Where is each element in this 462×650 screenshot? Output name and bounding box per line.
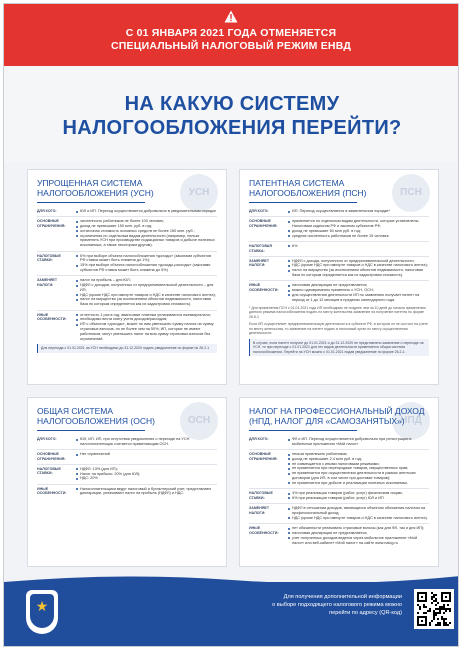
row-separator — [249, 523, 429, 524]
row-text: 6% — [287, 244, 429, 249]
usn-title-1: УПРОЩЕННАЯ СИСТЕМА — [37, 178, 143, 188]
psn-note-1: * Для применения ПСН с 01.01.2021 года ИП необходимо не позднее чем за 10 дней до начала применения данного режима налогообложения подать по месту жительства заявление на получение патента по форме 26.5-1 — [249, 305, 426, 319]
psn-note-2: Если ИП осуществляет предпринимательскую деятельность в субъекте РФ, в котором он не состоит на учете по месту жительства, то заявление на патент подать в налоговый орган по месту осуществления деятельности. — [249, 322, 428, 336]
row-label: ИНЫЕ ОСОБЕННОСТИ: — [249, 526, 279, 535]
info-row — [249, 209, 429, 214]
row-separator — [249, 280, 429, 281]
row-text: остаточная стоимость основных средств не более 150 млн. руб.; — [75, 229, 217, 234]
psn-card — [239, 169, 439, 385]
row-text: НДС (кроме НДС при импорте товаров и НДС в качестве налогового агента); — [287, 263, 429, 268]
info-row — [37, 254, 217, 273]
info-row — [37, 487, 217, 497]
row-text: ИП. Переход осуществляется в заявительном порядке* — [287, 209, 429, 214]
npd-title-1: НАЛОГ НА ПРОФЕССИОНАЛЬНЫЙ ДОХОД — [249, 406, 425, 416]
row-separator — [37, 464, 217, 465]
row-separator — [249, 488, 429, 489]
row-separator — [37, 449, 217, 450]
info-row — [37, 467, 217, 481]
row-label: ЗАМЕНЯЕТ НАЛОГИ: — [249, 258, 270, 268]
row-separator — [37, 251, 217, 252]
row-text: 15% при выборе объекта налогообложения «доходы-расходы» (законами субъектов РФ ставка может быть снижена до 5%) — [75, 263, 217, 273]
row-text: НДФЛ с дохода, полученного от предпринимательской деятельности; — [287, 259, 429, 264]
row-separator — [37, 275, 217, 276]
row-text: можно одновременно применять с УСН, ОСН; — [287, 288, 429, 293]
row-separator — [249, 216, 429, 217]
row-text: ФЛ и ИП. Переход осуществляется добровольно при регистрации в мобильном приложении «Мой налог» — [287, 437, 429, 447]
npd-title-underline — [249, 430, 357, 431]
row-separator — [249, 241, 429, 242]
warning-icon — [224, 10, 238, 23]
row-text: численность работников не более 100 человек; — [75, 219, 217, 224]
usn-title-underline — [37, 202, 145, 203]
info-row — [249, 437, 429, 447]
banner-line-2: СПЕЦИАЛЬНЫЙ НАЛОГОВЫЙ РЕЖИМ ЕНВД — [110, 40, 352, 52]
osn-badge: ОСН — [180, 402, 218, 440]
npd-title-2: (НПД, НАЛОГ ДЛЯ «САМОЗАНЯТЫХ») — [249, 416, 405, 426]
row-text: доход не превышает 2,4 млн руб. в год; — [287, 457, 429, 462]
usn-card — [27, 169, 227, 385]
row-separator — [37, 216, 217, 217]
row-text: средняя численность работников не более 15 человек. — [287, 234, 429, 239]
headline-line-1: НА КАКУЮ СИСТЕМУ — [124, 93, 340, 115]
psn-title-2: НАЛОГООБЛОЖЕНИЯ (ПСН) — [249, 188, 367, 198]
row-label: ЗАМЕНЯЕТ НАЛОГИ: — [37, 278, 58, 287]
poster — [3, 3, 459, 647]
info-row — [37, 278, 217, 307]
row-text: 6% при реализации товаров (работ, услуг) ЮЛ и ИП — [287, 496, 429, 501]
npd-badge: НПД — [392, 402, 430, 440]
usn-badge: УСН — [180, 174, 218, 212]
row-text: для осуществления деятельности ИП по заявлению получает патент на период от 1 до 12 месяцев в пределах календарного года. — [287, 293, 429, 303]
row-text: не применяется при добыче и реализации полезных ископаемых. — [287, 481, 429, 486]
psn-title-underline — [249, 202, 357, 203]
row-text: налог на прибыль – для ЮЛ; — [75, 278, 217, 283]
npd-card — [239, 397, 439, 567]
fns-emblem-icon: ★ — [26, 590, 58, 634]
row-text: Налогоплательщики ведут налоговый и бухгалтерский учет, представляют декларации, уплачивают налог на прибыль (НДФЛ) и НДС. — [75, 487, 217, 497]
row-label: ИНЫЕ ОСОБЕННОСТИ: — [249, 283, 279, 292]
row-text: нет обязанности уплачивать страховые взносы (как для ФЛ, так и для ИП); — [287, 526, 429, 531]
row-text: НДФЛ в отношении доходов, являющихся объектом обложения налогом на профессиональный доход; — [287, 506, 429, 516]
row-label: ОСНОВНЫЕ ОГРАНИЧЕНИЯ: — [249, 219, 278, 228]
osn-title-underline — [37, 430, 145, 431]
row-text: Налог на прибыль: 20% (для ЮЛ); — [75, 472, 217, 477]
usn-rows — [37, 209, 217, 341]
row-text: НДФЛ: 13% (для ИП); — [75, 467, 217, 472]
footer-line-3: перейти по адресу (QR-код) — [329, 610, 402, 616]
info-row — [249, 526, 429, 545]
psn-note-3: В случае, если патент получен до 01.01.2021 и до 31.12.2020 не представлено заявление о переходе на УСН, то при переходе с 01.01.2021 для тех видов деятельности применяется общая система налогообложения. Перейти на УСН можно с 01.01.2021 подав уведомление по форме 26.2-1. — [249, 339, 429, 357]
row-text: налог на имущество (за исключением объектов недвижимости, налоговая база по которым определяется как их кадастровая стоимость). — [75, 297, 217, 307]
row-label: НАЛОГОВАЯ СТАВКА: — [249, 243, 272, 253]
osn-rows — [37, 437, 217, 496]
row-label: ДЛЯ КОГО: — [37, 437, 57, 441]
row-separator — [249, 256, 429, 257]
row-label: ДЛЯ КОГО: — [249, 209, 269, 213]
row-label: ИНЫЕ ОСОБЕННОСТИ: — [37, 312, 67, 322]
row-text: нельзя привлекать работников; — [287, 452, 429, 457]
row-label: НАЛОГОВЫЕ СТАВКИ: — [37, 253, 61, 263]
qr-code-icon[interactable] — [414, 589, 454, 629]
psn-rows — [249, 209, 429, 303]
row-separator — [249, 503, 429, 504]
osn-card — [27, 397, 227, 567]
row-separator — [37, 310, 217, 311]
row-label: ОСНОВНЫЕ ОГРАНИЧЕНИЯ: — [249, 452, 278, 461]
info-row — [249, 452, 429, 486]
row-text: ограничения по отдельным видам деятельности (например, нельзя применять УСН при производстве подакцизных товаров и добыче полезных ископаемых, а также некоторым другим). — [75, 234, 217, 248]
row-text: 4% при реализации товаров (работ, услуг) физическим лицам; — [287, 491, 429, 496]
row-text: налог на имущество (за исключением объектов недвижимости, налоговая база по которым определяется как их кадастровая стоимость). — [287, 268, 429, 278]
warning-banner — [4, 4, 458, 66]
usn-title-2: НАЛОГООБЛОЖЕНИЯ (УСН) — [37, 188, 154, 198]
row-label: ОСНОВНЫЕ ОГРАНИЧЕНИЯ: — [37, 219, 66, 228]
row-text: ЮЛ и ИП. Переход осуществляется добровольно в уведомительном порядке — [75, 209, 217, 214]
info-row — [37, 437, 217, 447]
info-row — [249, 283, 429, 302]
row-text: необходимо вести книгу учета доходов/расходов; — [75, 317, 217, 322]
info-row — [249, 259, 429, 278]
info-row — [37, 313, 217, 342]
row-text: ЮЛ, ИП. ИП, при отсутствии уведомления о переходе на УСН налогоплательщик считается применяющим ОСН. — [75, 437, 217, 447]
row-label: ОСНОВНЫЕ ОГРАНИЧЕНИЯ: — [37, 452, 66, 461]
footer-line-2: о выборе подходящего налогового режима можно — [272, 602, 402, 608]
osn-title-2: НАЛОГООБЛОЖЕНИЯ (ОСН) — [37, 416, 155, 426]
row-text: НДФЛ с доходов, полученных от предпринимательской деятельности – для ИП; — [75, 283, 217, 293]
row-text: отчетность 1 раз в год, авансовые платежи уплачиваются ежеквартально; — [75, 313, 217, 318]
row-text: налоговая декларация не представляется; — [287, 283, 429, 288]
row-label: НАЛОГОВЫЕ СТАВКИ: — [37, 466, 61, 476]
footer-text — [222, 593, 402, 617]
row-separator — [249, 449, 429, 450]
info-row — [249, 219, 429, 238]
info-row — [249, 244, 429, 253]
row-text: Нет ограничений — [75, 452, 217, 457]
row-label: НАЛОГОВЫЕ СТАВКИ: — [249, 491, 273, 500]
row-text: НДС (кроме НДС при импорте товаров и НДС в качестве налогового агента); — [75, 293, 217, 298]
row-label: ЗАМЕНЯЕТ НАЛОГИ: — [249, 506, 270, 515]
info-row — [249, 506, 429, 520]
osn-title-1: ОБЩАЯ СИСТЕМА — [37, 406, 114, 416]
info-row — [37, 209, 217, 214]
headline-line-2: НАЛОГООБЛОЖЕНИЯ ПЕРЕЙТИ? — [62, 117, 402, 139]
row-label: ДЛЯ КОГО: — [37, 209, 57, 213]
info-row — [249, 491, 429, 501]
info-row — [37, 452, 217, 461]
row-label: ИНЫЕ ОСОБЕННОСТИ: — [37, 486, 67, 496]
row-text: налоговая декларация не представляется; — [287, 531, 429, 536]
row-text: ИП с объектом «доходы», может по ним уменьшить сумму налога на сумму страховых взносов, но не более чем на 50%; ИП, которые не имеют работников, могут уменьшить налог на всю сумму страховых взносов без ограничений. — [75, 322, 217, 341]
row-label: ДЛЯ КОГО: — [249, 437, 269, 441]
banner-line-1: С 01 ЯНВАРЯ 2021 ГОДА ОТМЕНЯЕТСЯ — [125, 27, 337, 39]
npd-rows — [249, 437, 429, 545]
row-text: НДС (кроме НДС при импорте товаров и НДС в качестве налогового агента). — [287, 516, 429, 521]
row-text: доход не превышает 150 млн. руб. в год; — [75, 224, 217, 229]
psn-badge: ПСН — [392, 174, 430, 212]
row-text: доход не превышает 60 млн руб. в год; — [287, 229, 429, 234]
row-text: 6% при выборе объекта налогообложения «доходы» (законами субъектов РФ ставка может быть снижена до 1%); — [75, 254, 217, 264]
headline — [4, 92, 459, 140]
row-text: не применяется при перепродаже товаров, имущественных прав; — [287, 466, 429, 471]
row-text: не применяется при осуществлении деятельности в рамках агентских договоров (для ИП, в том числе при доставке товаров); — [287, 471, 429, 481]
usn-note: Для перехода с 01.01.2021 на УСН необходимо до 31.12.2020 подать уведомление по форме № 26.2-1 — [37, 344, 217, 353]
row-text: применяется по отдельным видам деятельности, которые установлены Налоговым кодексом РФ и законом субъектов РФ; — [287, 219, 429, 229]
row-separator — [37, 484, 217, 485]
footer-line-1: Для получения дополнительной информации — [283, 594, 402, 600]
psn-title-1: ПАТЕНТНАЯ СИСТЕМА — [249, 178, 345, 188]
info-row — [37, 219, 217, 248]
row-text: не совмещается с иными налоговыми режимами; — [287, 462, 429, 467]
row-text: НДС: 20% — [75, 476, 217, 481]
row-text: учет полученных доходов ведется через мобильное приложение «Мой налог» или веб-кабинет «Мой налог» на сайте www.nalog.ru — [287, 536, 429, 546]
